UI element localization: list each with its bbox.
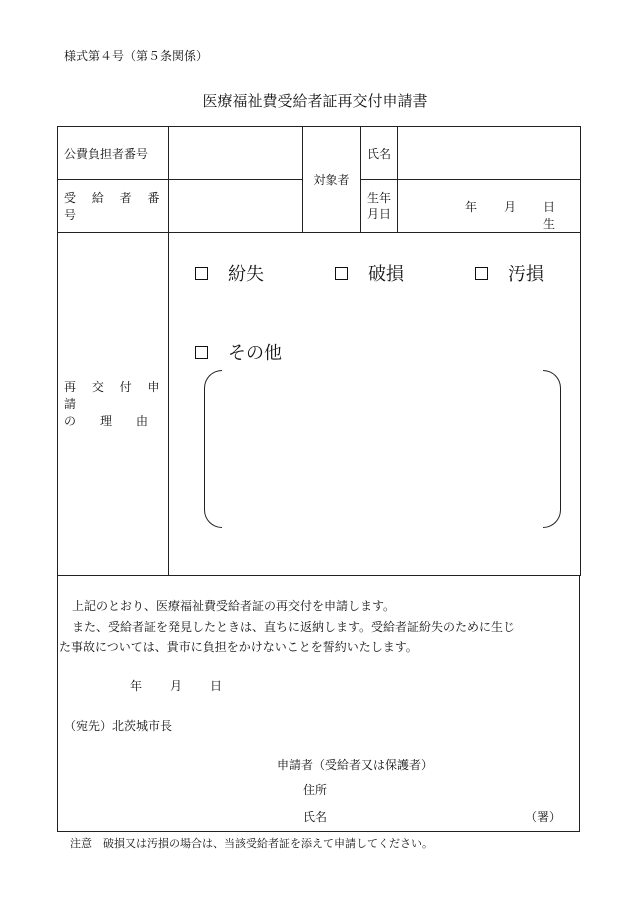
other-reason-field[interactable] bbox=[230, 376, 535, 522]
public-payer-number-field[interactable] bbox=[169, 127, 303, 180]
right-bracket bbox=[543, 370, 561, 528]
birth-label-2: 月日 bbox=[366, 207, 391, 221]
address-field[interactable] bbox=[340, 778, 570, 798]
recipient-number-label-cell bbox=[58, 180, 169, 233]
soiled-label: 汚損 bbox=[508, 264, 544, 285]
applicant-name-label: 氏名 bbox=[303, 810, 328, 824]
birth-date-field[interactable] bbox=[398, 180, 581, 233]
document-title: 医療福祉費受給者証再交付申請書 bbox=[202, 92, 428, 110]
soiled-checkbox[interactable] bbox=[475, 267, 488, 280]
public-payer-label-cell bbox=[58, 127, 169, 180]
applicant-label: 申請者（受給者又は保護者） bbox=[277, 758, 434, 772]
public-payer-label: 公費負担者番号 bbox=[64, 146, 149, 161]
note: 注意 破損又は汚損の場合は、当該受給者証を添えて申請してください。 bbox=[70, 837, 433, 850]
reason-option-soiled[interactable] bbox=[475, 260, 544, 286]
other-label: その他 bbox=[228, 343, 282, 364]
birth-label-cell bbox=[361, 180, 398, 233]
address-label: 住所 bbox=[303, 783, 328, 797]
damaged-label: 破損 bbox=[368, 264, 404, 285]
other-checkbox[interactable] bbox=[195, 346, 208, 359]
reason-option-lost[interactable] bbox=[195, 260, 264, 286]
name-label: 氏名 bbox=[366, 146, 391, 161]
seal-label: （署） bbox=[525, 810, 562, 824]
statement-line-3: た事故については、貴市に負担をかけないことを誓約いたします。 bbox=[59, 640, 418, 654]
target-label-cell bbox=[303, 127, 361, 233]
reason-label-2: の 理 由 bbox=[64, 413, 149, 428]
birth-label-1: 生年 bbox=[366, 191, 391, 205]
name-label-cell bbox=[361, 127, 398, 180]
damaged-checkbox[interactable] bbox=[335, 267, 348, 280]
statement-line-2: また、受給者証を発見したときは、直ちに返納します。受給者証紛失のために生じ bbox=[72, 620, 516, 634]
reason-option-damaged[interactable] bbox=[335, 260, 404, 286]
date-month-label: 月 bbox=[170, 679, 183, 693]
lost-checkbox[interactable] bbox=[195, 267, 208, 280]
name-field[interactable] bbox=[398, 127, 581, 180]
applicant-name-field[interactable] bbox=[340, 805, 510, 825]
lost-label: 紛失 bbox=[228, 264, 264, 285]
reason-label-1: 再 交 付 申 請 bbox=[64, 379, 166, 411]
reason-option-other[interactable] bbox=[195, 339, 282, 365]
form-number: 様式第４号（第５条関係） bbox=[64, 49, 209, 63]
left-bracket bbox=[204, 370, 222, 528]
reason-label-cell bbox=[58, 233, 169, 576]
recipient-number-label: 受 給 者 番 号 bbox=[64, 191, 166, 222]
birth-month-label: 月 bbox=[504, 200, 517, 214]
date-day-label: 日 bbox=[210, 679, 223, 693]
statement-line-1: 上記のとおり、医療福祉費受給者証の再交付を申請します。 bbox=[72, 599, 396, 613]
date-year-label: 年 bbox=[130, 679, 143, 693]
birth-year-label: 年 bbox=[465, 200, 478, 214]
birth-day-label: 日生 bbox=[543, 200, 564, 231]
target-label: 対象者 bbox=[313, 173, 350, 187]
addressee: （宛先）北茨城市長 bbox=[64, 719, 173, 733]
recipient-number-field[interactable] bbox=[169, 180, 303, 233]
